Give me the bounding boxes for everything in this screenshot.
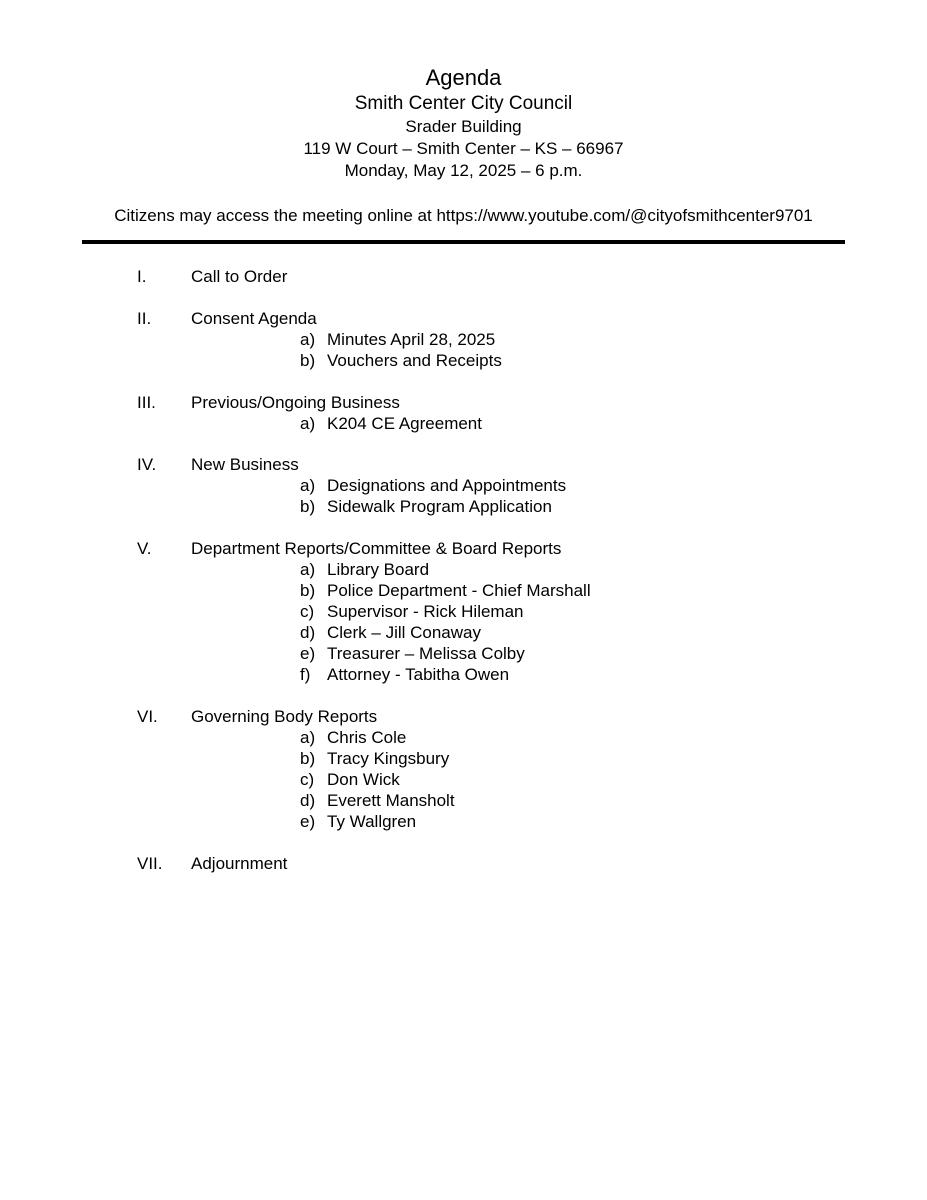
agenda-item-text: K204 CE Agreement [327, 413, 482, 433]
agenda-section [0, 392, 927, 434]
section-title: Call to Order [191, 267, 288, 286]
agenda-section [0, 538, 927, 685]
agenda-section [0, 853, 927, 874]
agenda-section [0, 706, 927, 832]
agenda-section [0, 454, 927, 517]
agenda-item [0, 475, 927, 496]
agenda-item-letter: e) [300, 644, 316, 664]
agenda-item-text: Treasurer – Melissa Colby [327, 644, 525, 664]
agenda-item-letter: d) [300, 623, 316, 643]
agenda-item-letter: a) [300, 727, 316, 747]
section-numeral: V. [137, 539, 152, 559]
agenda-item-text: Police Department - Chief Marshall [327, 581, 591, 601]
agenda-item [0, 748, 927, 769]
section-heading [0, 454, 927, 475]
section-numeral: IV. [137, 455, 157, 475]
meeting-datetime: Monday, May 12, 2025 – 6 p.m. [344, 161, 583, 180]
agenda-item-text: Library Board [327, 560, 430, 580]
agenda-item [0, 413, 927, 434]
agenda-item-text: Attorney - Tabitha Owen [327, 665, 510, 685]
agenda-item [0, 643, 927, 664]
agenda-item-text: Sidewalk Program Application [327, 497, 552, 517]
agenda-item [0, 559, 927, 580]
section-numeral: VI. [137, 706, 158, 726]
agenda-section [0, 308, 927, 371]
section-heading [0, 706, 927, 727]
agenda-item [0, 790, 927, 811]
agenda-item-letter: e) [300, 811, 316, 831]
section-heading [0, 308, 927, 329]
meeting-location: Srader Building [405, 117, 522, 136]
agenda-header [0, 64, 927, 182]
meeting-address: 119 W Court – Smith Center – KS – 66967 [303, 139, 624, 158]
agenda-item-letter: c) [300, 769, 315, 789]
section-title: Previous/Ongoing Business [191, 392, 400, 412]
section-numeral: I. [137, 267, 147, 286]
council-name: Smith Center City Council [354, 93, 573, 114]
section-numeral: II. [137, 308, 152, 328]
agenda-item-letter: a) [300, 329, 316, 349]
agenda-item [0, 580, 927, 601]
section-numeral: VII. [137, 853, 163, 873]
agenda-item-letter: c) [300, 602, 315, 622]
agenda-item-text: Everett Mansholt [327, 790, 455, 810]
section-title: Consent Agenda [191, 308, 317, 328]
agenda-list [0, 266, 927, 895]
agenda-item-text: Don Wick [327, 769, 400, 789]
agenda-item-text: Designations and Appointments [327, 476, 567, 496]
agenda-item [0, 601, 927, 622]
agenda-item [0, 769, 927, 790]
agenda-item-text: Vouchers and Receipts [327, 350, 502, 370]
agenda-item-text: Minutes April 28, 2025 [327, 329, 496, 349]
agenda-item-letter: a) [300, 413, 316, 433]
agenda-item [0, 622, 927, 643]
agenda-item-letter: b) [300, 581, 316, 601]
agenda-item-text: Tracy Kingsbury [327, 748, 450, 768]
section-heading [0, 266, 927, 287]
section-title: Department Reports/Committee & Board Reports [191, 539, 562, 559]
header-divider [82, 240, 845, 244]
agenda-item-letter: f) [300, 665, 311, 685]
agenda-item-text: Chris Cole [327, 727, 407, 747]
section-heading [0, 853, 927, 874]
agenda-item [0, 664, 927, 685]
agenda-item [0, 329, 927, 350]
agenda-item-letter: b) [300, 350, 316, 370]
agenda-item-text: Ty Wallgren [327, 811, 417, 831]
agenda-item-letter: a) [300, 476, 316, 496]
agenda-section [0, 266, 927, 287]
agenda-item-letter: d) [300, 790, 316, 810]
section-numeral: III. [137, 392, 156, 412]
agenda-item [0, 727, 927, 748]
section-title: Governing Body Reports [191, 706, 378, 726]
agenda-item-letter: b) [300, 497, 316, 517]
agenda-item-text: Clerk – Jill Conaway [327, 623, 481, 643]
section-heading [0, 538, 927, 559]
agenda-item-text: Supervisor - Rick Hileman [327, 602, 524, 622]
section-title: Adjournment [191, 853, 288, 873]
agenda-item [0, 350, 927, 371]
section-title: New Business [191, 455, 299, 475]
page-title: Agenda [425, 65, 502, 90]
section-heading [0, 392, 927, 413]
agenda-item-letter: b) [300, 748, 316, 768]
agenda-item [0, 811, 927, 832]
agenda-item [0, 496, 927, 517]
agenda-item-letter: a) [300, 560, 316, 580]
online-access-notice: Citizens may access the meeting online at https://www.youtube.com/@cityofsmithcenter9701 [114, 206, 813, 225]
